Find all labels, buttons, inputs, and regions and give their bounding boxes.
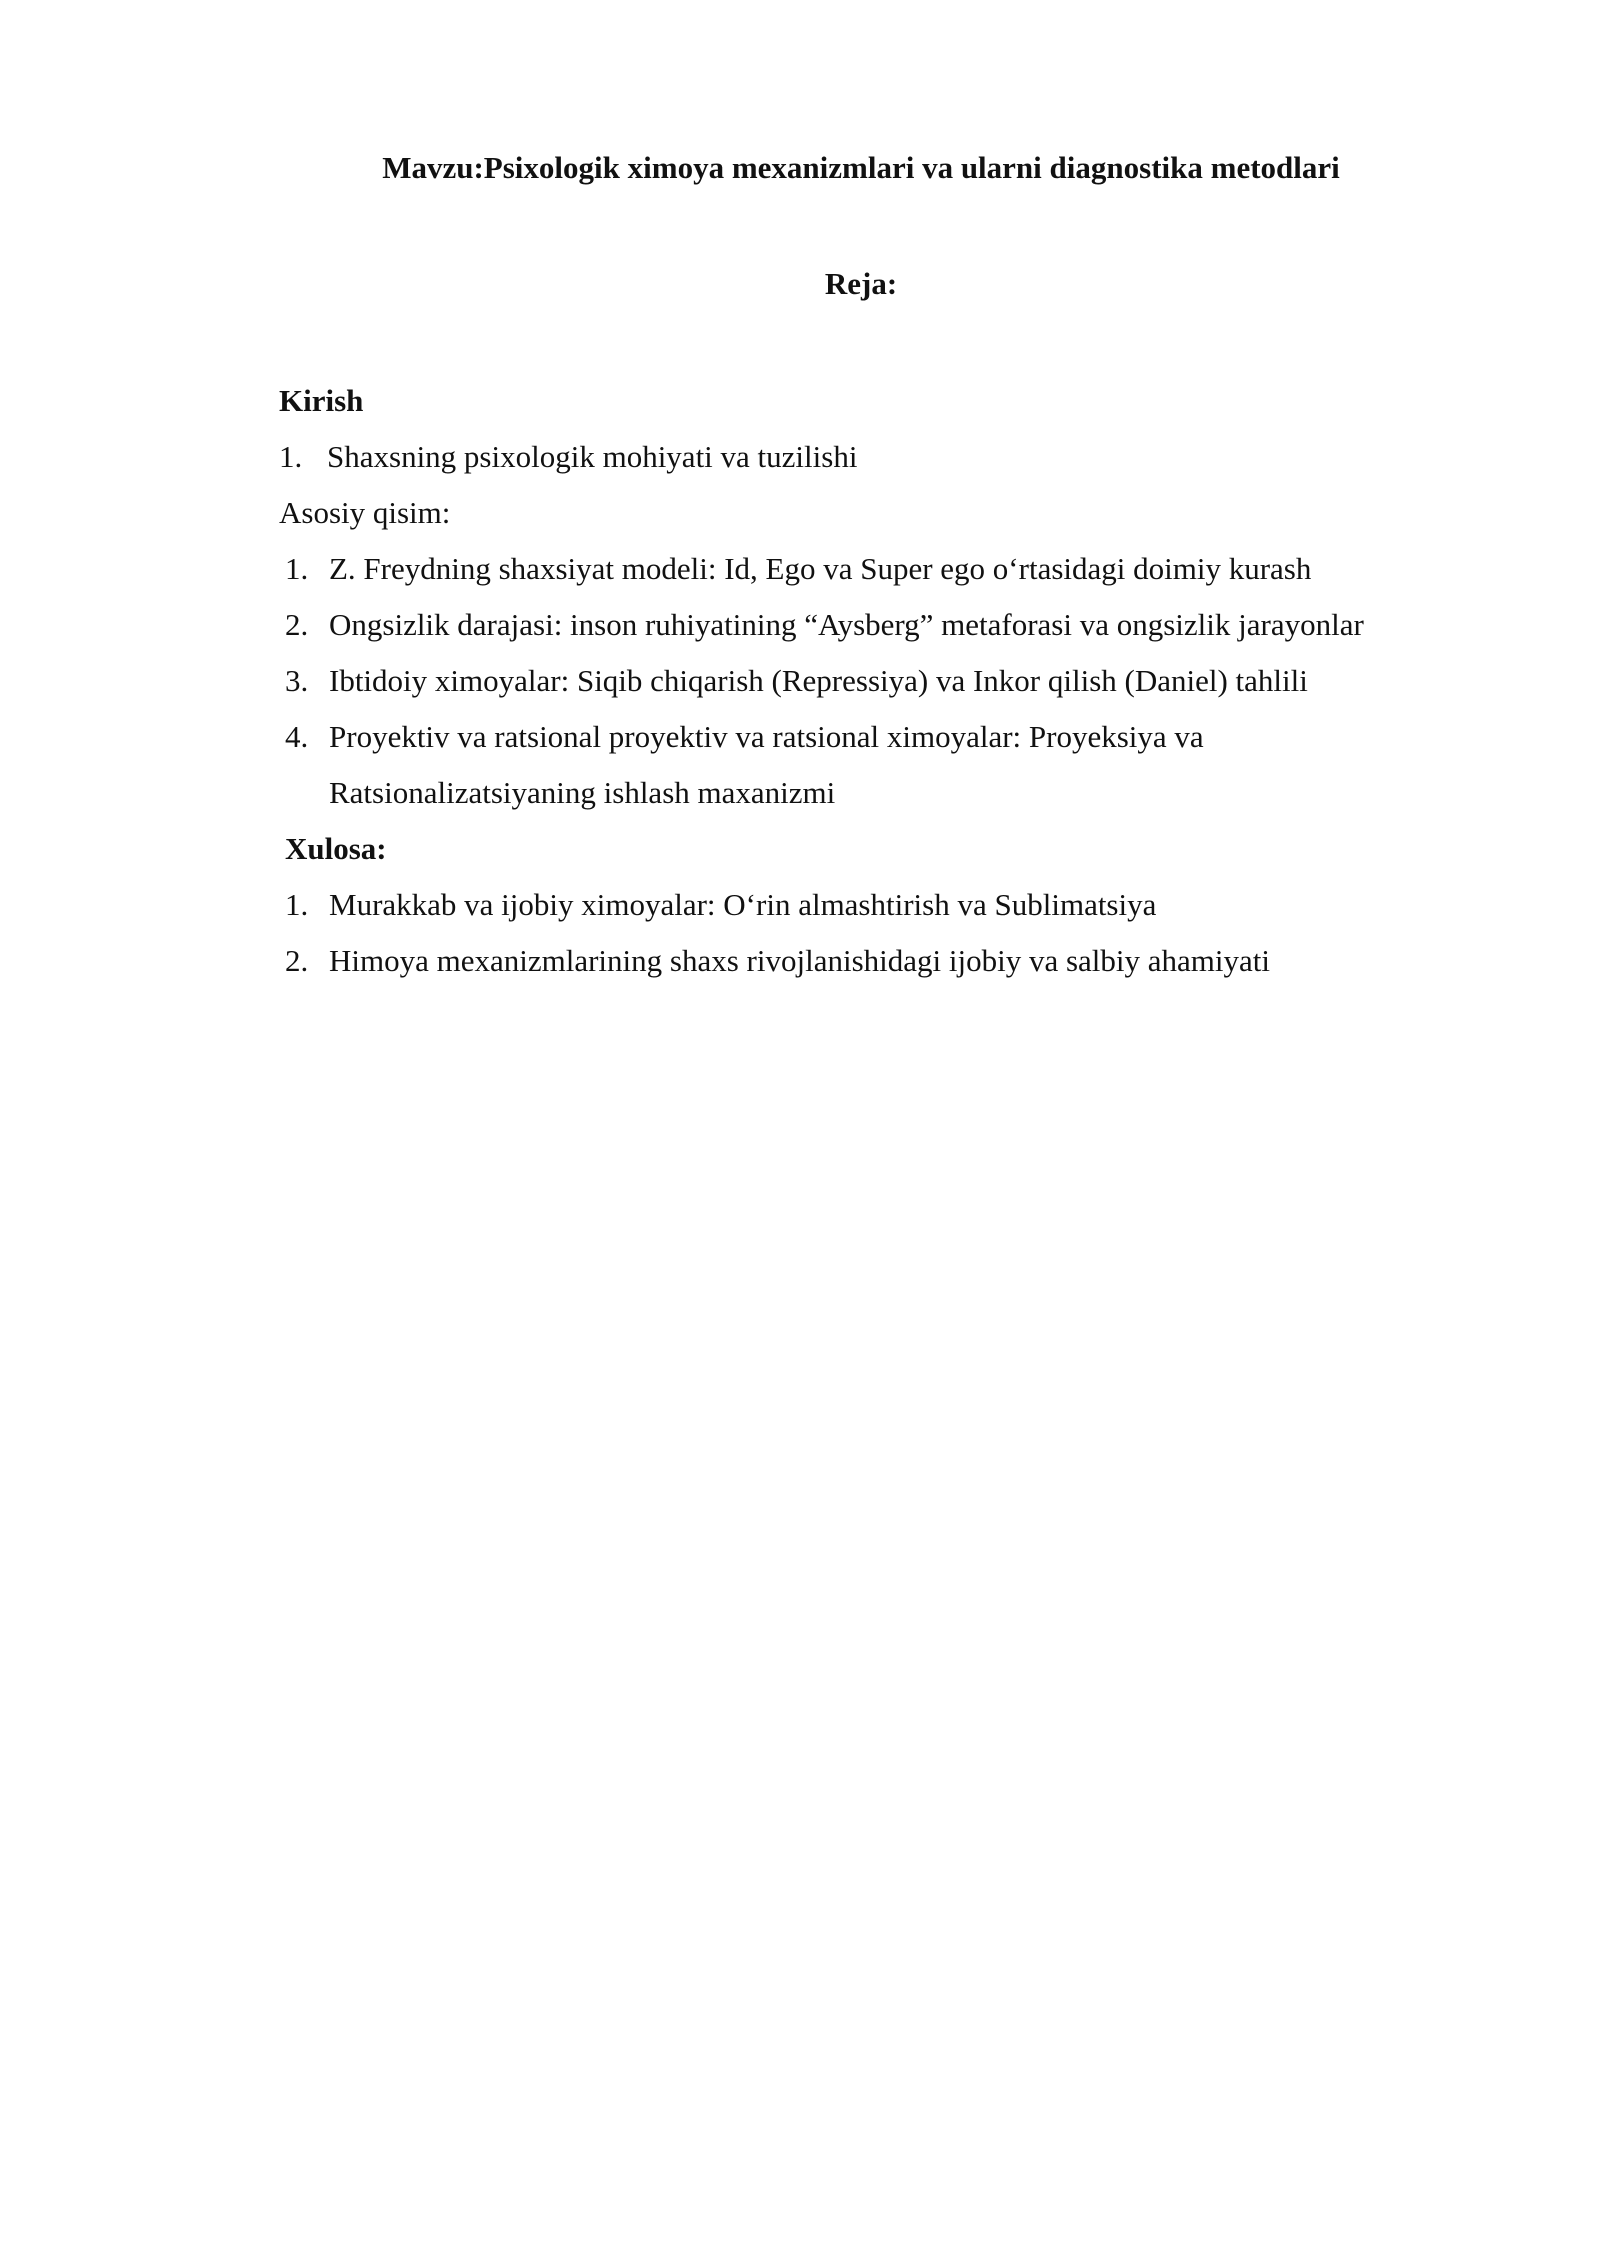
main-heading: Asosiy qisim: [279,495,451,530]
list-item [279,933,1539,989]
list-item-number: 2. [285,943,309,978]
list-item-number: 1. [285,551,309,586]
list-item-text: Ibtidoiy ximoyalar: Siqib chiqarish (Repressiya) va Inkor qilish (Daniel) tahlili [329,663,1308,698]
list-item-number: 2. [285,607,309,642]
list-item [279,653,1539,709]
list-item-text: Himoya mexanizmlarining shaxs rivojlanishidagi ijobiy va salbiy ahamiyati [329,943,1271,978]
plan-outline [279,373,1539,989]
list-item [279,709,1539,765]
intro-heading: Kirish [279,383,364,418]
list-item-text: Z. Freydning shaxsiyat modeli: Id, Ego va Super ego o‘rtasidagi doimiy kurash [329,551,1312,586]
list-item [279,429,1539,485]
list-item-text: Ongsizlik darajasi: inson ruhiyatining “Aysberg” metaforasi va ongsizlik jarayonlar [329,607,1364,642]
list-item [279,597,1539,653]
list-item-continuation [279,765,1539,821]
list-item-number: 1. [285,887,309,922]
list-item-number: 3. [285,663,309,698]
list-item-text: Proyektiv va ratsional proyektiv va ratsional ximoyalar: Proyeksiya va [329,719,1204,754]
conclusion-heading: Xulosa: [285,831,387,866]
plan-heading: Reja: [824,266,898,301]
list-item-text: Ratsionalizatsiyaning ishlash maxanizmi [329,775,836,810]
list-item-text: Shaxsning psixologik mohiyati va tuzilishi [327,439,858,474]
list-item [279,541,1539,597]
list-item [279,877,1539,933]
list-item-text: Murakkab va ijobiy ximoyalar: O‘rin almashtirish va Sublimatsiya [329,887,1157,922]
list-item-number: 4. [285,719,309,754]
list-item-number: 1. [279,439,303,474]
document-title: Mavzu:Psixologik ximoya mexanizmlari va ularni diagnostika metodlari [382,150,1340,185]
